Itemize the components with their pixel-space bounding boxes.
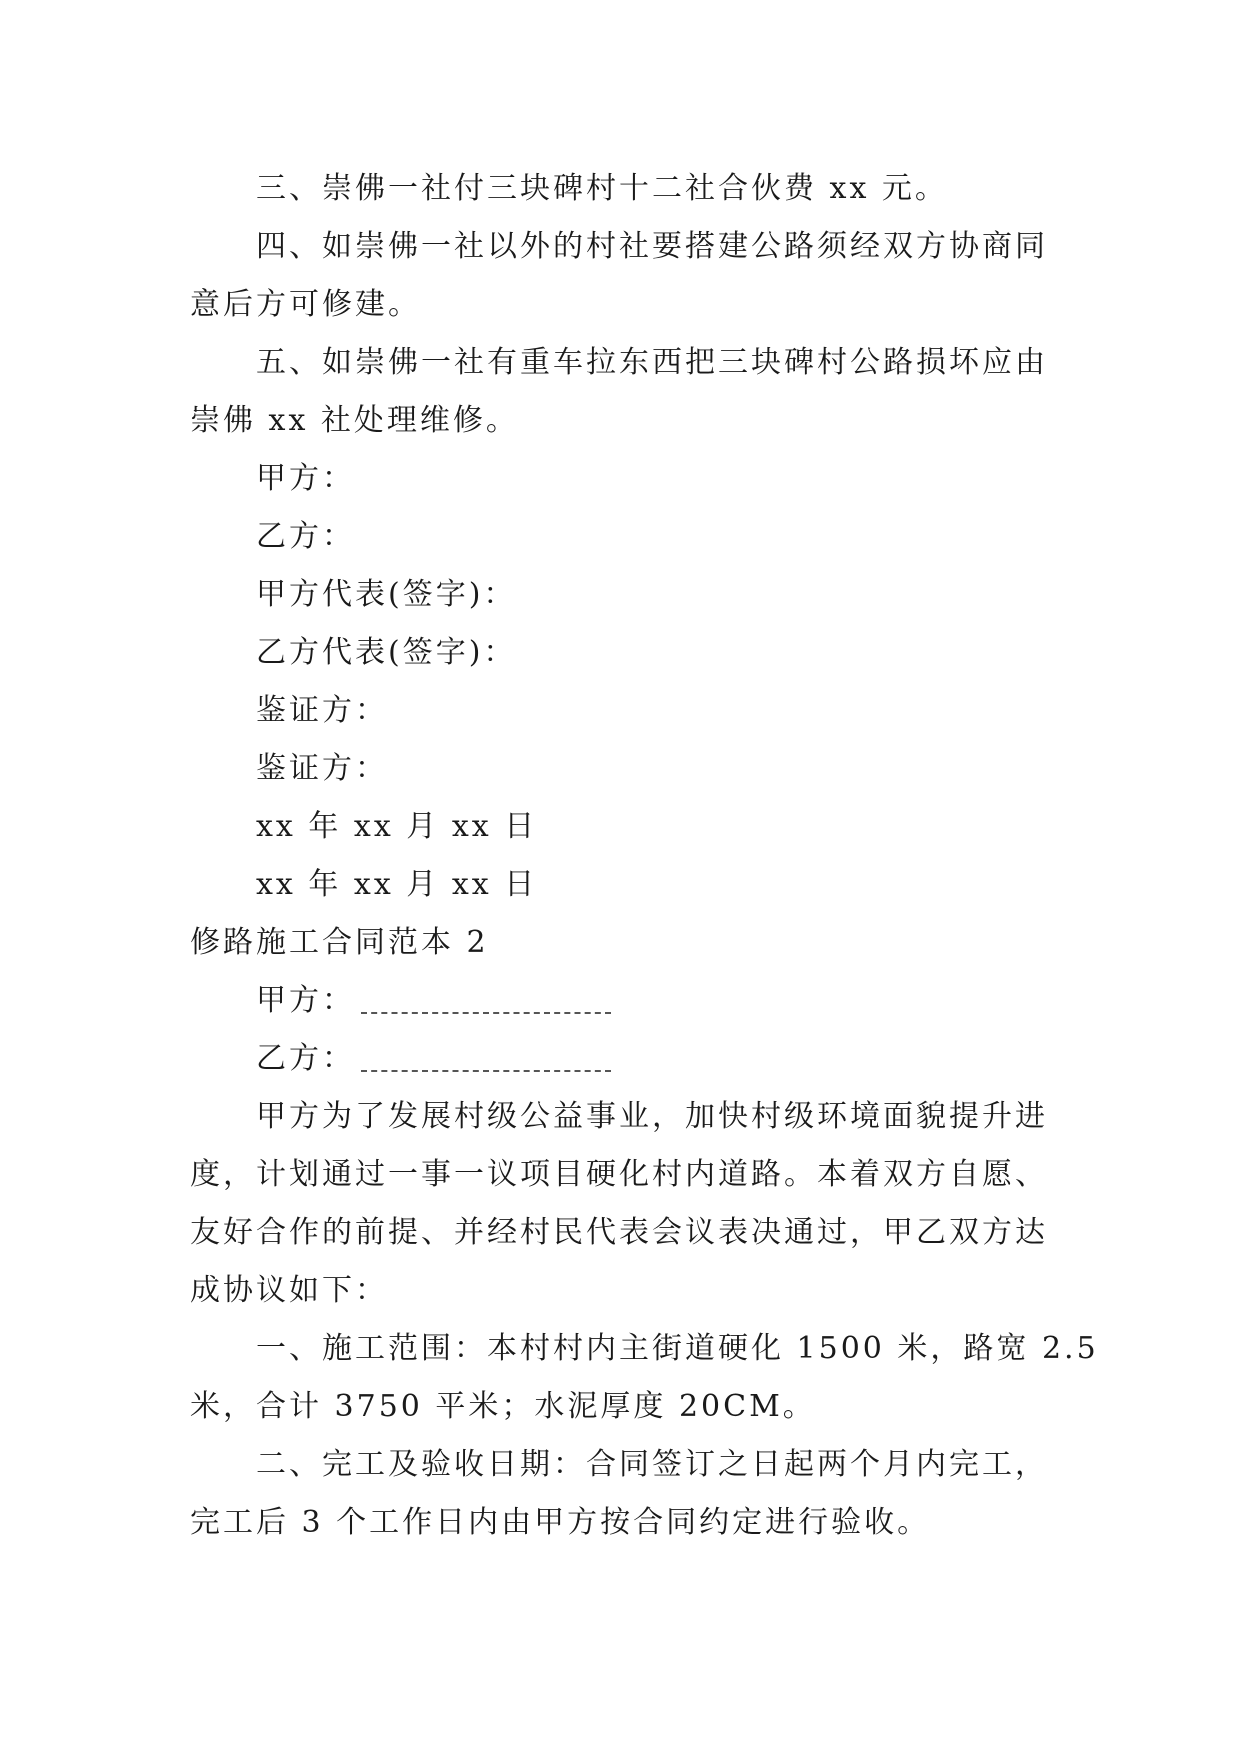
line-text: 鉴证方： — [256, 751, 388, 786]
line-text: 意后方可修建。 — [190, 287, 421, 322]
line-text: 二、完工及验收日期：合同签订之日起两个月内完工， — [256, 1447, 1048, 1482]
text-line — [190, 1262, 1070, 1320]
signature-blank-line — [361, 1010, 611, 1014]
text-line — [190, 682, 1070, 740]
line-text: 鉴证方： — [256, 693, 388, 728]
line-text: 甲方为了发展村级公益事业，加快村级环境面貌提升进 — [256, 1099, 1048, 1134]
line-text: xx 年 xx 月 xx 日 — [256, 867, 538, 902]
line-text: 友好合作的前提、并经村民代表会议表决通过，甲乙双方达 — [190, 1215, 1048, 1250]
line-text: 度，计划通过一事一议项目硬化村内道路。本着双方自愿、 — [190, 1157, 1048, 1192]
text-line — [190, 160, 1070, 218]
text-line — [190, 1030, 1070, 1088]
line-text: 甲方： — [256, 983, 355, 1018]
line-text: 崇佛 xx 社处理维修。 — [190, 403, 519, 438]
text-line — [190, 1436, 1070, 1494]
line-text: 乙方： — [256, 1041, 355, 1076]
line-text: 甲方： — [256, 461, 355, 496]
text-line — [190, 508, 1070, 566]
text-line — [190, 856, 1070, 914]
line-text: 米，合计 3750 平米；水泥厚度 20CM。 — [190, 1389, 816, 1424]
line-text: 乙方代表(签字)： — [256, 635, 517, 670]
text-line — [190, 334, 1070, 392]
line-text: 三、崇佛一社付三块碑村十二社合伙费 xx 元。 — [256, 171, 948, 206]
text-line — [190, 1204, 1070, 1262]
text-line — [190, 276, 1070, 334]
text-line — [190, 972, 1070, 1030]
signature-blank-line — [361, 1068, 611, 1072]
text-line — [190, 1378, 1070, 1436]
line-text: 甲方代表(签字)： — [256, 577, 517, 612]
line-text: xx 年 xx 月 xx 日 — [256, 809, 538, 844]
line-text: 五、如崇佛一社有重车拉东西把三块碑村公路损坏应由 — [256, 345, 1048, 380]
document-body — [190, 160, 1099, 1552]
line-text: 乙方： — [256, 519, 355, 554]
text-line — [190, 392, 1070, 450]
text-line — [190, 740, 1070, 798]
text-line — [190, 566, 1070, 624]
text-line — [190, 450, 1070, 508]
text-line — [190, 1088, 1070, 1146]
text-line — [190, 1494, 1070, 1552]
line-text: 四、如崇佛一社以外的村社要搭建公路须经双方协商同 — [256, 229, 1048, 264]
text-line — [190, 798, 1070, 856]
line-text: 完工后 3 个工作日内由甲方按合同约定进行验收。 — [190, 1505, 931, 1540]
text-line — [190, 1320, 1099, 1378]
text-line — [190, 1146, 1070, 1204]
text-line — [190, 218, 1070, 276]
text-line — [190, 914, 1070, 972]
line-text: 成协议如下： — [190, 1273, 388, 1308]
line-text: 修路施工合同范本 2 — [190, 925, 489, 960]
line-text: 一、施工范围：本村村内主街道硬化 1500 米，路宽 2.5 — [256, 1331, 1099, 1366]
text-line — [190, 624, 1070, 682]
